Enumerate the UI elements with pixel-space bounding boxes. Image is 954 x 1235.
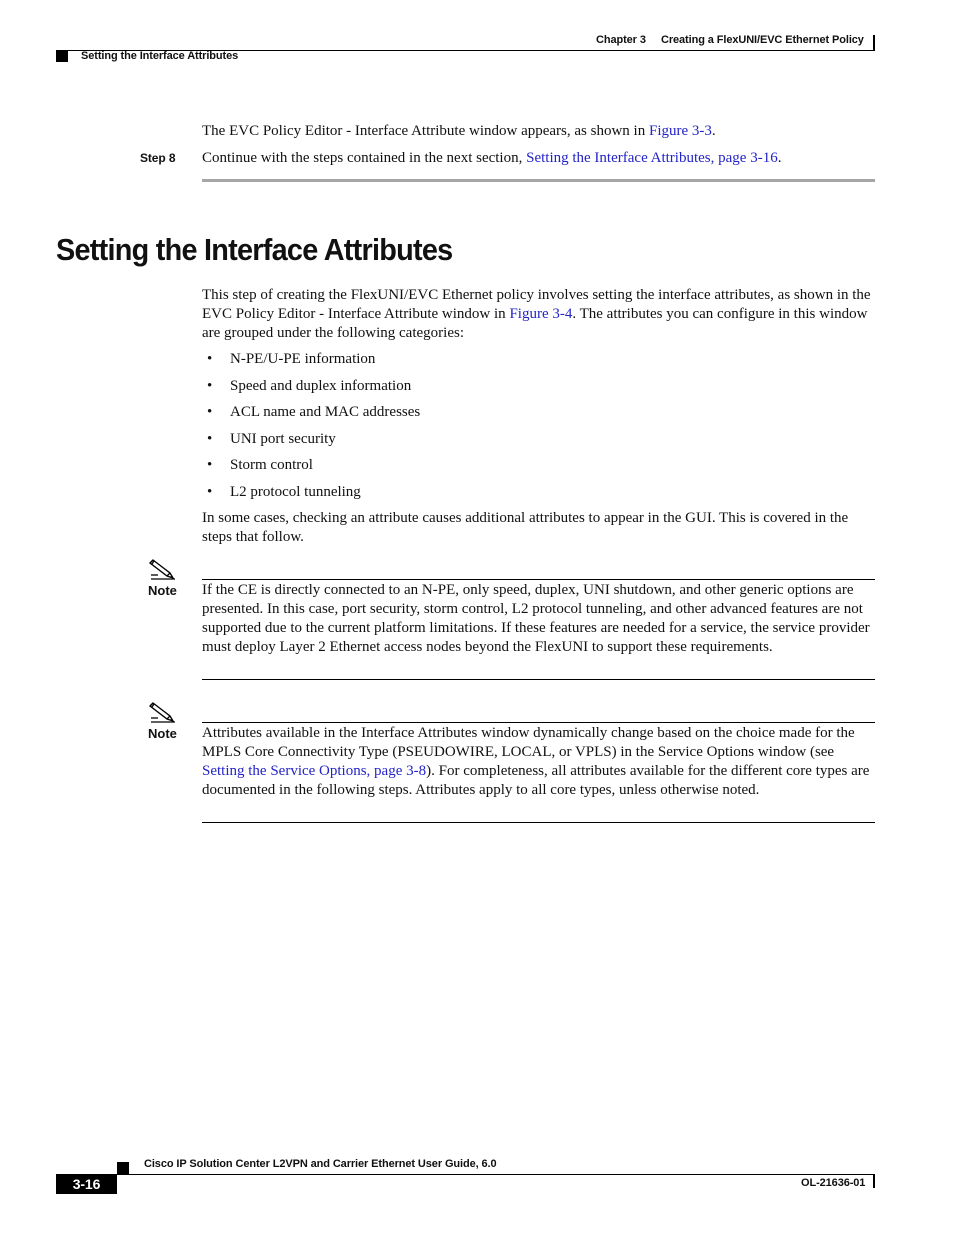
page-number: 3-16 [72, 1176, 101, 1192]
para1-text: This step of creating the FlexUNI/EVC Ethernet policy involves setting the interface attributes, as shown in the EVC Policy Editor - Interface Attribute window in [202, 287, 871, 322]
para1-text-end: . The attributes you can configure in this window are grouped under the following categories: [202, 306, 868, 341]
note-bottom-rule [202, 822, 875, 823]
step-8-body: Continue with the steps contained in the next section, [202, 150, 527, 166]
footer-right-tick [873, 1174, 875, 1188]
list-item: • UNI port security [202, 430, 802, 457]
setting-service-options-link[interactable]: Setting the Service Options, page 3-8 [202, 763, 427, 779]
footer-rule [56, 1174, 875, 1175]
intro-period: . [711, 123, 716, 139]
pencil-icon [148, 700, 178, 724]
footer-book-title: Cisco IP Solution Center L2VPN and Carrier Ethernet User Guide, 6.0 [144, 1158, 497, 1170]
step-8-text [202, 149, 892, 168]
step-label: Step 8 [140, 151, 176, 165]
header-chapter: Chapter 3 [596, 34, 646, 46]
attribute-category-list [202, 350, 802, 509]
note-text [202, 724, 878, 800]
step-8-period: . [777, 150, 782, 166]
note-text: If the CE is directly connected to an N-PE, only speed, duplex, UNI shutdown, and other generic options are presented. In this case, port security, storm control, L2 protocol tunneling, and other advanced features are not supported due to the current platform limitations. If these features are needed for a service, the service provider must deploy Layer 2 Ethernet access nodes beyond the FlexUNI to support these requirements. [202, 582, 870, 655]
list-item: • N-PE/U-PE information [202, 350, 802, 377]
note-label: Note [148, 726, 177, 741]
note-top-rule [202, 579, 875, 580]
list-item: • Storm control [202, 456, 802, 483]
intro-text: The EVC Policy Editor - Interface Attribute window appears, as shown in [202, 123, 649, 139]
note2-text-end: ). For completeness, all attributes available for the different core types are documented in the following steps. Attributes apply to all core types, unless otherwise noted. [202, 763, 870, 798]
list-item: • ACL name and MAC addresses [202, 403, 802, 430]
intro-paragraph [202, 122, 882, 141]
note-label: Note [148, 583, 177, 598]
additional-attributes-paragraph: In some cases, checking an attribute causes additional attributes to appear in the GUI. This is covered in the steps that follow. [202, 510, 849, 545]
header-chapter-title: Creating a FlexUNI/EVC Ethernet Policy [661, 34, 864, 46]
footer-doc-id: OL-21636-01 [801, 1177, 866, 1189]
intro-attributes-paragraph [202, 286, 876, 343]
note-bottom-rule [202, 679, 875, 680]
figure-3-3-link[interactable]: Figure 3-3 [648, 123, 712, 139]
footer-square-marker [117, 1162, 129, 1174]
pencil-icon [148, 557, 178, 581]
step-end-rule [202, 179, 875, 182]
setting-interface-attributes-link[interactable]: Setting the Interface Attributes, page 3-16 [526, 150, 778, 166]
note-top-rule [202, 722, 875, 723]
list-item: • Speed and duplex information [202, 377, 802, 404]
list-item: • L2 protocol tunneling [202, 483, 802, 510]
figure-3-4-link[interactable]: Figure 3-4 [509, 306, 573, 322]
note2-text: Attributes available in the Interface Attributes window dynamically change based on the choice made for the MPLS Core Connectivity Type (PSEUDOWIRE, LOCAL, or VPLS) in the Service Options window (see [202, 725, 855, 760]
header-section: Setting the Interface Attributes [81, 50, 239, 62]
section-title: Setting the Interface Attributes [56, 232, 453, 267]
header-square-marker [56, 50, 68, 62]
header-right-tick [873, 35, 875, 50]
